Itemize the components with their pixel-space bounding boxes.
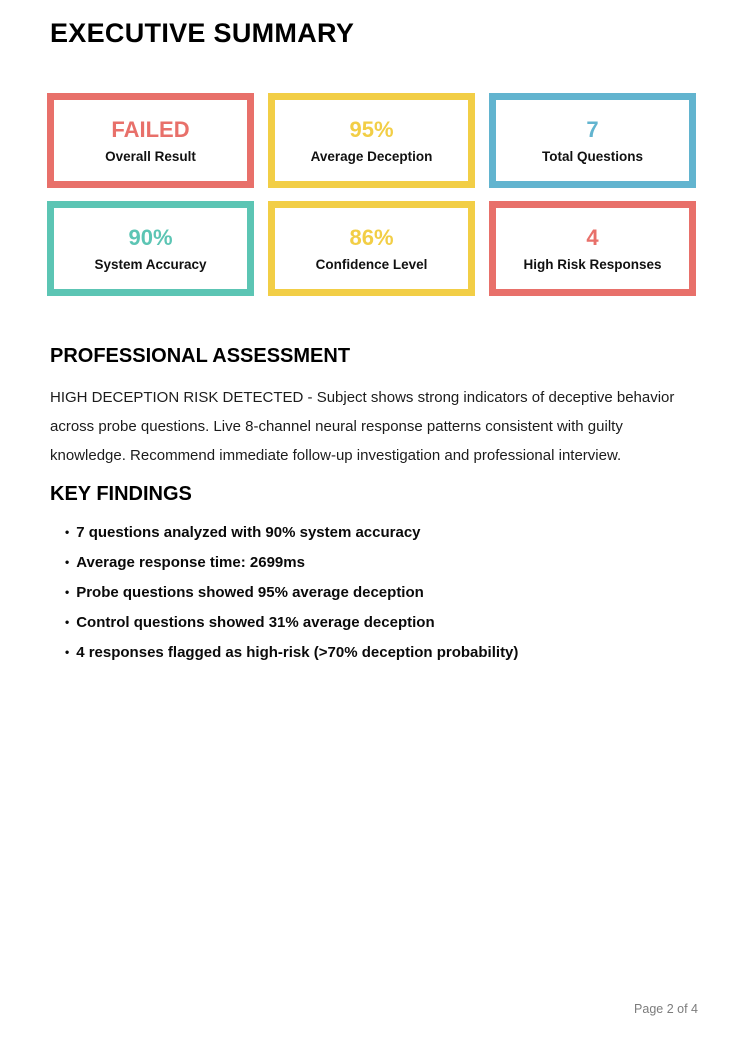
stat-card: [47, 201, 254, 296]
stat-cards-grid: [47, 93, 696, 296]
stat-card-label: System Accuracy: [94, 256, 207, 272]
finding-text: Average response time: 2699ms: [76, 554, 305, 571]
bullet-icon: •: [65, 525, 70, 539]
page-number: Page 2 of 4: [634, 1002, 698, 1016]
finding-item: [65, 553, 696, 573]
stat-card: [268, 93, 475, 188]
stat-card: [268, 201, 475, 296]
stat-card-label: Total Questions: [541, 148, 643, 164]
bullet-icon: •: [65, 615, 70, 629]
page-title: EXECUTIVE SUMMARY: [50, 18, 355, 48]
finding-item: [65, 523, 696, 543]
finding-text: 4 responses flagged as high-risk (>70% deception probability): [76, 644, 519, 661]
findings-heading: KEY FINDINGS: [50, 483, 192, 505]
finding-text: Probe questions showed 95% average deception: [76, 584, 424, 601]
assessment-heading: PROFESSIONAL ASSESSMENT: [50, 345, 351, 367]
stat-card: [489, 201, 696, 296]
stat-card-label: Average Deception: [310, 148, 433, 164]
stat-card-value: 90%: [128, 224, 173, 250]
finding-text: Control questions showed 31% average deception: [76, 614, 435, 631]
bullet-icon: •: [65, 585, 70, 599]
stat-card: [489, 93, 696, 188]
finding-item: [65, 643, 696, 663]
stat-card-value: FAILED: [111, 116, 190, 142]
bullet-icon: •: [65, 645, 70, 659]
finding-item: [65, 613, 696, 633]
stat-card-label: Confidence Level: [315, 256, 428, 272]
stat-card-value: 4: [586, 224, 599, 250]
assessment-paragraph: HIGH DECEPTION RISK DETECTED - Subject shows strong indicators of deceptive behavior across probe questions. Live 8-channel neural response patterns consistent with guilty knowledge. Recommend immediate follow-up investigation and professional interview.: [50, 389, 675, 464]
bullet-icon: •: [65, 555, 70, 569]
stat-card-label: High Risk Responses: [523, 256, 662, 272]
stat-card-value: 86%: [349, 224, 394, 250]
stat-card-value: 95%: [349, 116, 394, 142]
stat-card-value: 7: [586, 116, 599, 142]
stat-card: [47, 93, 254, 188]
findings-list: [65, 523, 696, 663]
finding-text: 7 questions analyzed with 90% system accuracy: [76, 524, 421, 541]
stat-card-label: Overall Result: [105, 148, 196, 164]
finding-item: [65, 583, 696, 603]
